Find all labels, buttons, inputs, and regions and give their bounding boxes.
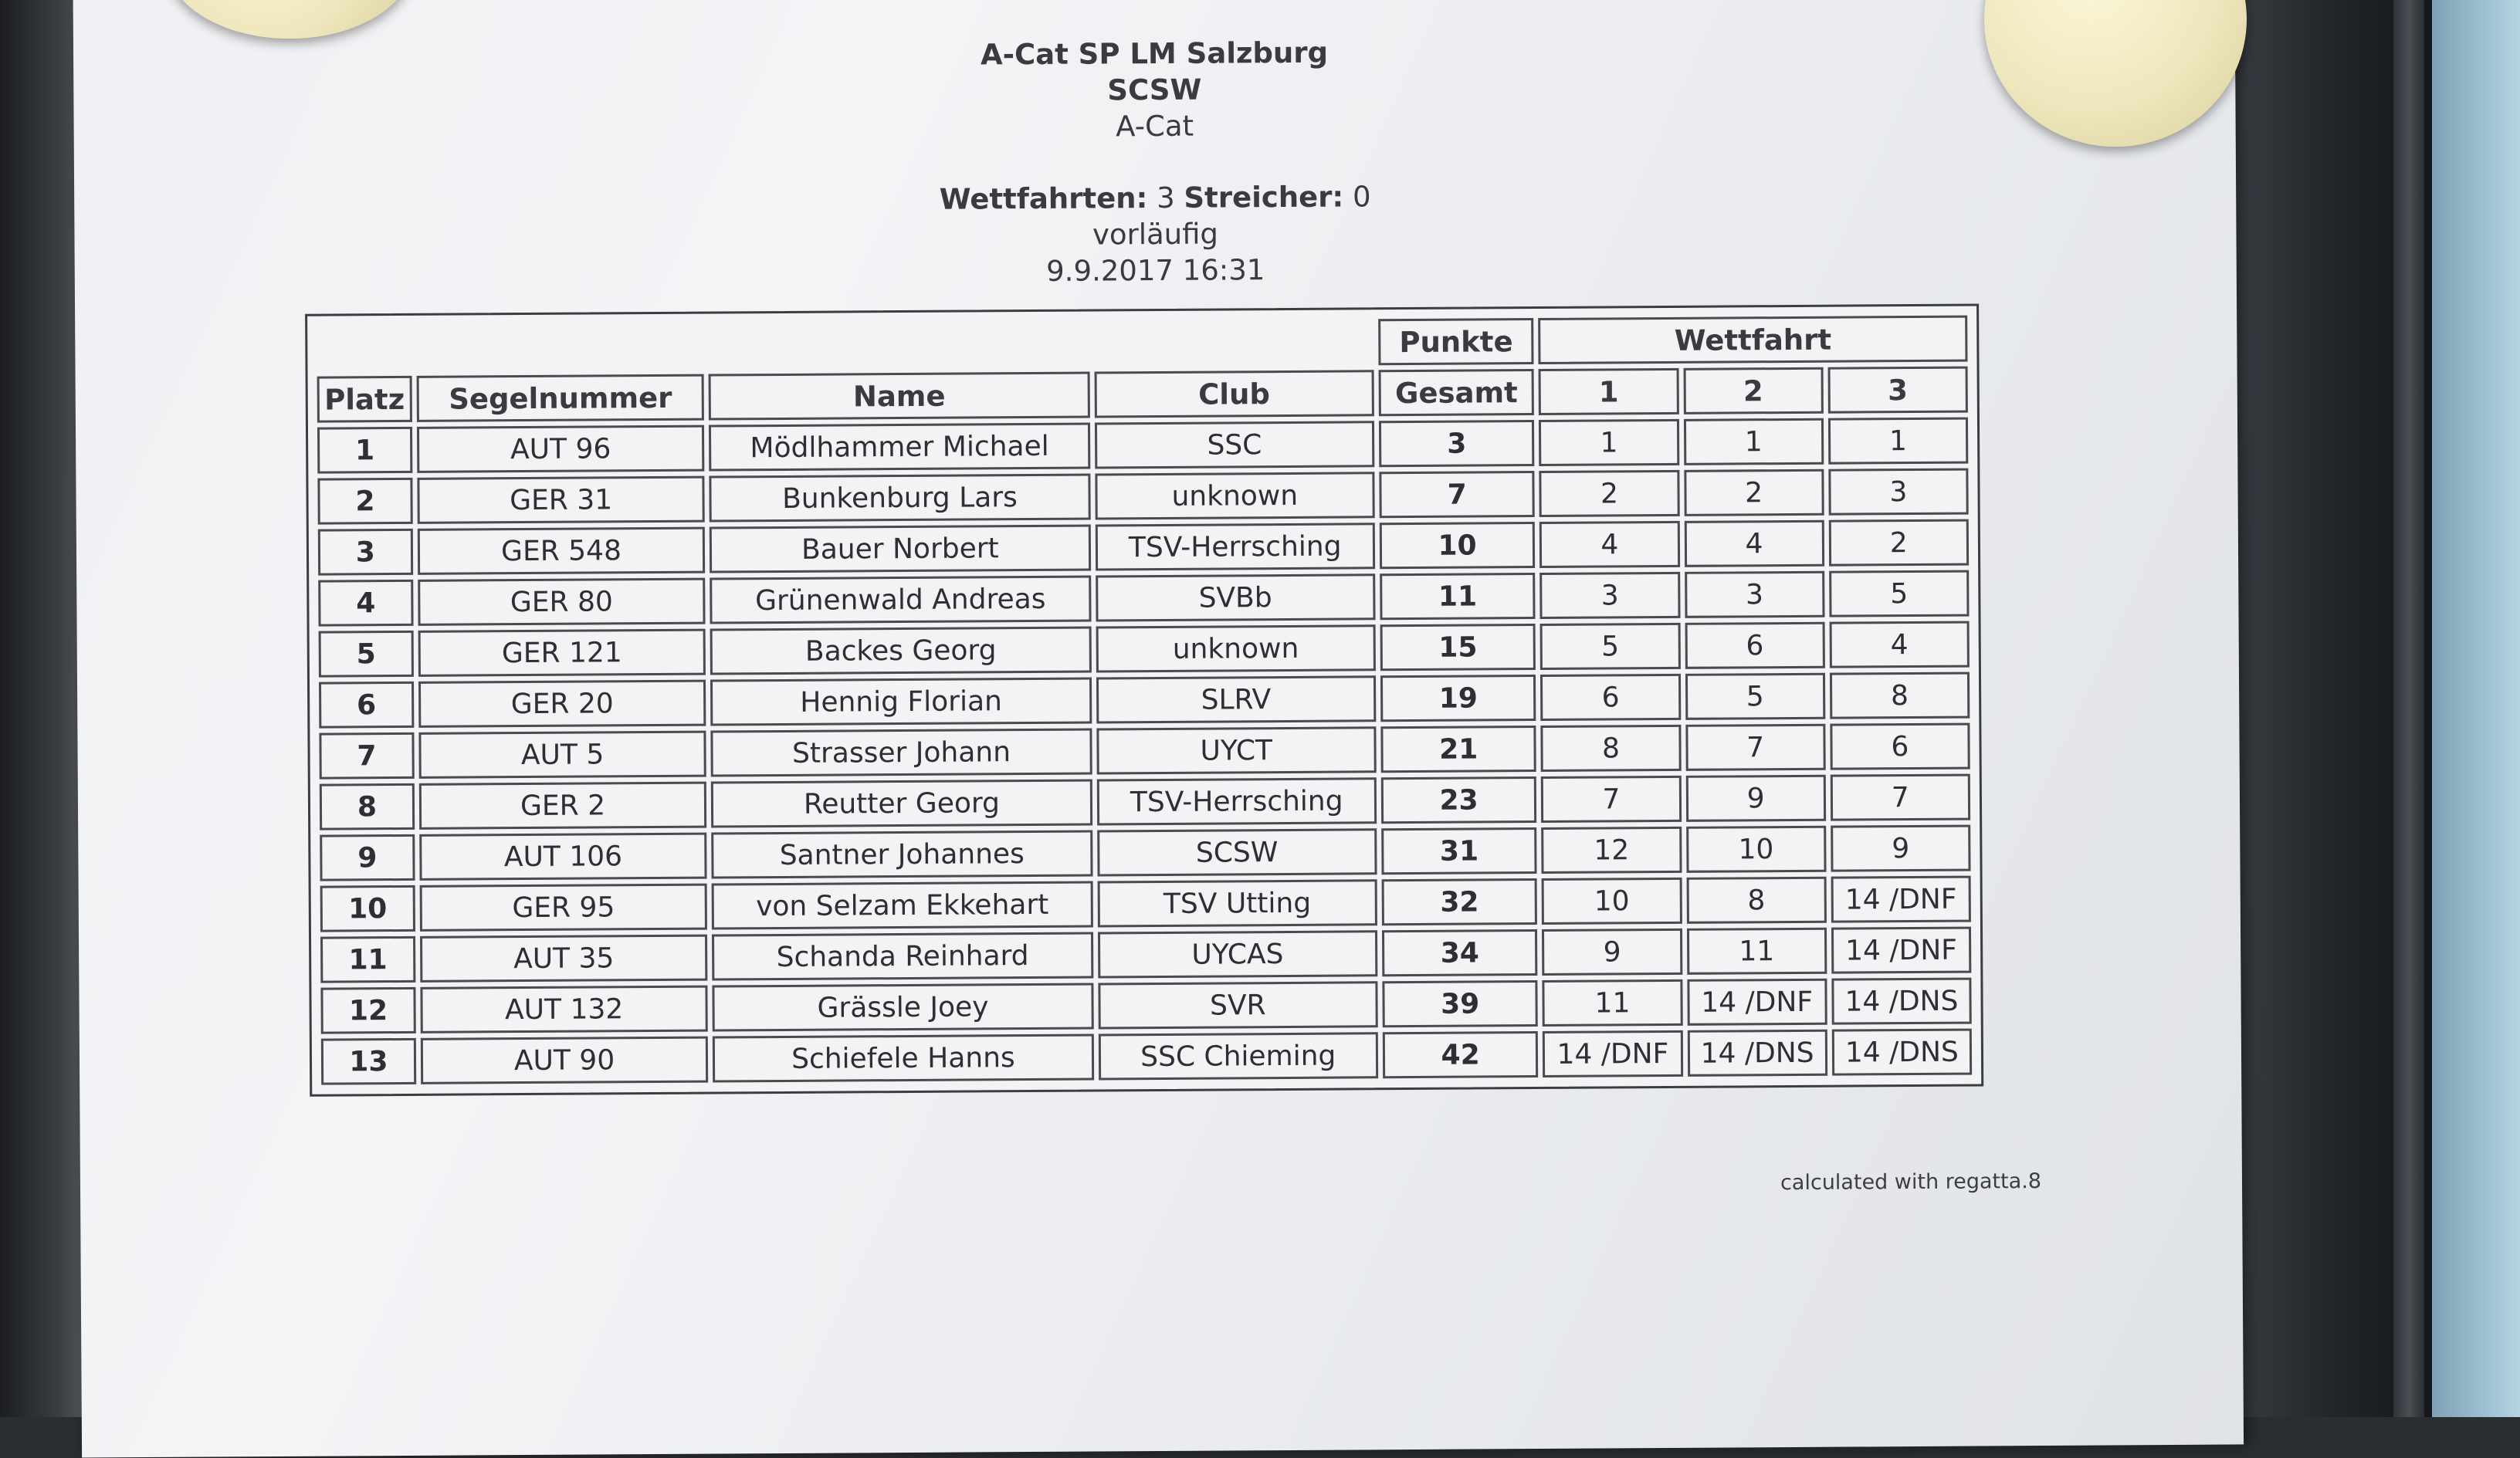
club-cell: SSC Chieming	[1098, 1032, 1378, 1080]
name-cell: Backes Georg	[710, 627, 1092, 675]
race-3-cell: 8	[1830, 672, 1970, 719]
total-cell: 10	[1380, 522, 1536, 569]
race-2-cell: 5	[1685, 673, 1826, 720]
table-row	[320, 978, 1971, 1034]
table-row	[319, 672, 1970, 729]
club-cell: SVBb	[1096, 573, 1376, 621]
sail-number-cell: AUT 132	[420, 986, 708, 1033]
discards-label: Streicher:	[1184, 180, 1344, 215]
race-3-cell: 5	[1829, 570, 1970, 617]
race-2-cell: 11	[1687, 928, 1827, 975]
total-cell: 31	[1381, 827, 1537, 874]
race-2-cell: 7	[1685, 724, 1826, 771]
race-1-cell: 9	[1542, 929, 1682, 976]
total-cell: 34	[1382, 929, 1538, 976]
race-1-cell: 11	[1543, 979, 1683, 1027]
table-row	[320, 876, 1971, 932]
race-1-cell: 7	[1541, 776, 1682, 823]
total-cell: 15	[1380, 624, 1536, 671]
place-cell: 4	[318, 580, 413, 627]
sail-number-cell: AUT 5	[418, 731, 706, 779]
background-right-stripe	[2393, 0, 2424, 1417]
table-row	[320, 927, 1971, 983]
race-2-cell: 1	[1683, 418, 1824, 465]
race-1-cell: 5	[1540, 623, 1681, 670]
club-cell: UYCAS	[1098, 930, 1378, 978]
sail-number-cell: GER 121	[418, 629, 706, 677]
place-cell: 7	[319, 732, 414, 780]
race-3-cell: 1	[1828, 418, 1969, 465]
name-cell: Strasser Johann	[711, 729, 1092, 777]
total-cell: 7	[1379, 471, 1535, 518]
software-credit: calculated with regatta.8	[1780, 1169, 2042, 1196]
club-cell: SSC	[1095, 421, 1375, 469]
results-table	[312, 311, 1976, 1090]
results-datetime: 9.9.2017 16:31	[1046, 253, 1265, 288]
sail-number-cell: GER 31	[417, 476, 705, 524]
name-cell: Schiefele Hanns	[713, 1034, 1094, 1083]
total-cell: 39	[1382, 980, 1538, 1027]
sail-number-cell: GER 20	[418, 680, 706, 728]
name-cell: Mödlhammer Michael	[709, 423, 1090, 472]
name-cell: Reutter Georg	[711, 780, 1092, 828]
club-cell: TSV-Herrsching	[1095, 523, 1375, 570]
race-2-cell: 4	[1684, 520, 1824, 567]
total-cell: 11	[1380, 573, 1536, 620]
club-cell: TSV Utting	[1097, 879, 1377, 927]
race-3-cell: 7	[1831, 774, 1971, 821]
table-row	[317, 469, 1968, 525]
place-cell: 1	[317, 427, 412, 474]
race-3-cell: 14 /DNF	[1831, 927, 1972, 974]
race-1-cell: 14 /DNF	[1543, 1030, 1683, 1077]
race-1-cell: 1	[1539, 419, 1679, 466]
results-table-frame	[305, 303, 1983, 1096]
organizing-club: SCSW	[1107, 73, 1202, 107]
races-group-header: Wettfahrt	[1538, 316, 1967, 364]
sail-number-cell: AUT 90	[421, 1037, 709, 1084]
total-column-header: Gesamt	[1379, 369, 1535, 416]
race-2-cell: 6	[1685, 622, 1825, 669]
race-3-cell: 14 /DNF	[1831, 876, 1971, 923]
table-row	[320, 825, 1970, 881]
race-1-cell: 4	[1539, 521, 1680, 568]
race-3-cell: 4	[1829, 621, 1970, 668]
name-cell: Grünenwald Andreas	[710, 576, 1091, 624]
table-row	[318, 519, 1969, 576]
race-2-cell: 9	[1685, 775, 1826, 822]
sail-number-cell: GER 548	[418, 527, 706, 575]
sail-number-cell: AUT 96	[417, 425, 705, 473]
total-cell: 3	[1379, 420, 1535, 467]
table-row	[318, 570, 1969, 627]
name-cell: Santner Johannes	[711, 830, 1092, 879]
table-row	[321, 1029, 1972, 1085]
place-cell: 11	[320, 936, 415, 983]
place-cell: 3	[318, 529, 413, 576]
race-2-cell: 3	[1685, 571, 1825, 618]
race-3-cell: 2	[1828, 519, 1969, 567]
place-cell: 9	[320, 834, 415, 881]
sail-number-cell: AUT 35	[420, 935, 708, 983]
header-group-row	[317, 316, 1967, 372]
background-left-edge	[0, 0, 85, 1417]
race-1-cell: 8	[1541, 725, 1682, 772]
name-cell: Hennig Florian	[710, 678, 1092, 726]
club-cell: unknown	[1095, 472, 1375, 519]
column-header-row	[317, 367, 1968, 423]
sail-number-cell: GER 2	[419, 782, 707, 830]
points-group-header: Punkte	[1378, 318, 1534, 365]
place-column-header: Platz	[317, 376, 412, 423]
races-label: Wettfahrten:	[939, 181, 1148, 216]
race-1-column-header: 1	[1539, 368, 1679, 415]
total-cell: 21	[1380, 726, 1536, 773]
total-cell: 42	[1383, 1031, 1539, 1078]
name-cell: Bauer Norbert	[710, 525, 1091, 573]
name-cell: Grässle Joey	[713, 983, 1094, 1032]
club-cell: unknown	[1096, 624, 1376, 672]
race-2-cell: 8	[1686, 877, 1827, 924]
total-cell: 19	[1380, 675, 1536, 722]
sail-number-cell: GER 95	[419, 884, 707, 932]
total-cell: 32	[1382, 878, 1538, 925]
sheet-header	[73, 29, 2237, 295]
place-cell: 8	[320, 783, 415, 830]
table-row	[317, 418, 1968, 474]
club-cell: TSV-Herrsching	[1096, 777, 1377, 825]
race-3-cell: 6	[1830, 723, 1970, 770]
club-cell: SLRV	[1096, 675, 1377, 723]
table-row	[320, 774, 1970, 830]
place-cell: 12	[320, 987, 415, 1034]
race-3-cell: 14 /DNS	[1831, 978, 1972, 1025]
race-2-column-header: 2	[1683, 367, 1824, 414]
race-2-cell: 14 /DNS	[1687, 1030, 1827, 1077]
place-cell: 6	[319, 682, 414, 729]
place-cell: 10	[320, 885, 415, 932]
club-cell: SCSW	[1097, 828, 1377, 876]
sail-number-cell: GER 80	[418, 578, 706, 626]
name-column-header: Name	[709, 372, 1090, 421]
race-3-column-header: 3	[1827, 367, 1968, 414]
race-1-cell: 10	[1542, 878, 1682, 925]
race-3-cell: 3	[1828, 469, 1969, 516]
race-1-cell: 3	[1539, 572, 1680, 619]
club-cell: UYCT	[1096, 726, 1377, 774]
background-right-wall	[2432, 0, 2520, 1417]
race-2-cell: 14 /DNF	[1687, 979, 1827, 1026]
club-cell: SVR	[1098, 981, 1378, 1029]
race-3-cell: 9	[1831, 825, 1971, 872]
club-column-header: Club	[1094, 370, 1374, 418]
results-sheet	[73, 0, 2244, 1458]
discards-value: 0	[1352, 180, 1371, 214]
boat-class: A-Cat	[1116, 109, 1194, 144]
place-cell: 2	[317, 478, 412, 525]
total-cell: 23	[1381, 776, 1537, 824]
table-row	[319, 621, 1970, 678]
name-cell: Schanda Reinhard	[712, 932, 1093, 981]
race-2-cell: 2	[1684, 469, 1824, 516]
name-cell: Bunkenburg Lars	[710, 474, 1091, 523]
race-2-cell: 10	[1686, 826, 1827, 873]
race-3-cell: 14 /DNS	[1832, 1029, 1973, 1076]
race-1-cell: 6	[1540, 674, 1681, 721]
place-cell: 5	[319, 631, 414, 678]
race-1-cell: 2	[1539, 470, 1680, 517]
name-cell: von Selzam Ekkehart	[712, 881, 1093, 930]
sail-number-column-header: Segelnummer	[416, 374, 704, 422]
sail-number-cell: AUT 106	[419, 833, 707, 881]
results-status: vorläufig	[1092, 217, 1219, 252]
races-value: 3	[1157, 181, 1175, 215]
event-title: A-Cat SP LM Salzburg	[980, 36, 1329, 72]
table-row	[319, 723, 1970, 780]
place-cell: 13	[321, 1038, 416, 1085]
race-1-cell: 12	[1542, 827, 1682, 874]
